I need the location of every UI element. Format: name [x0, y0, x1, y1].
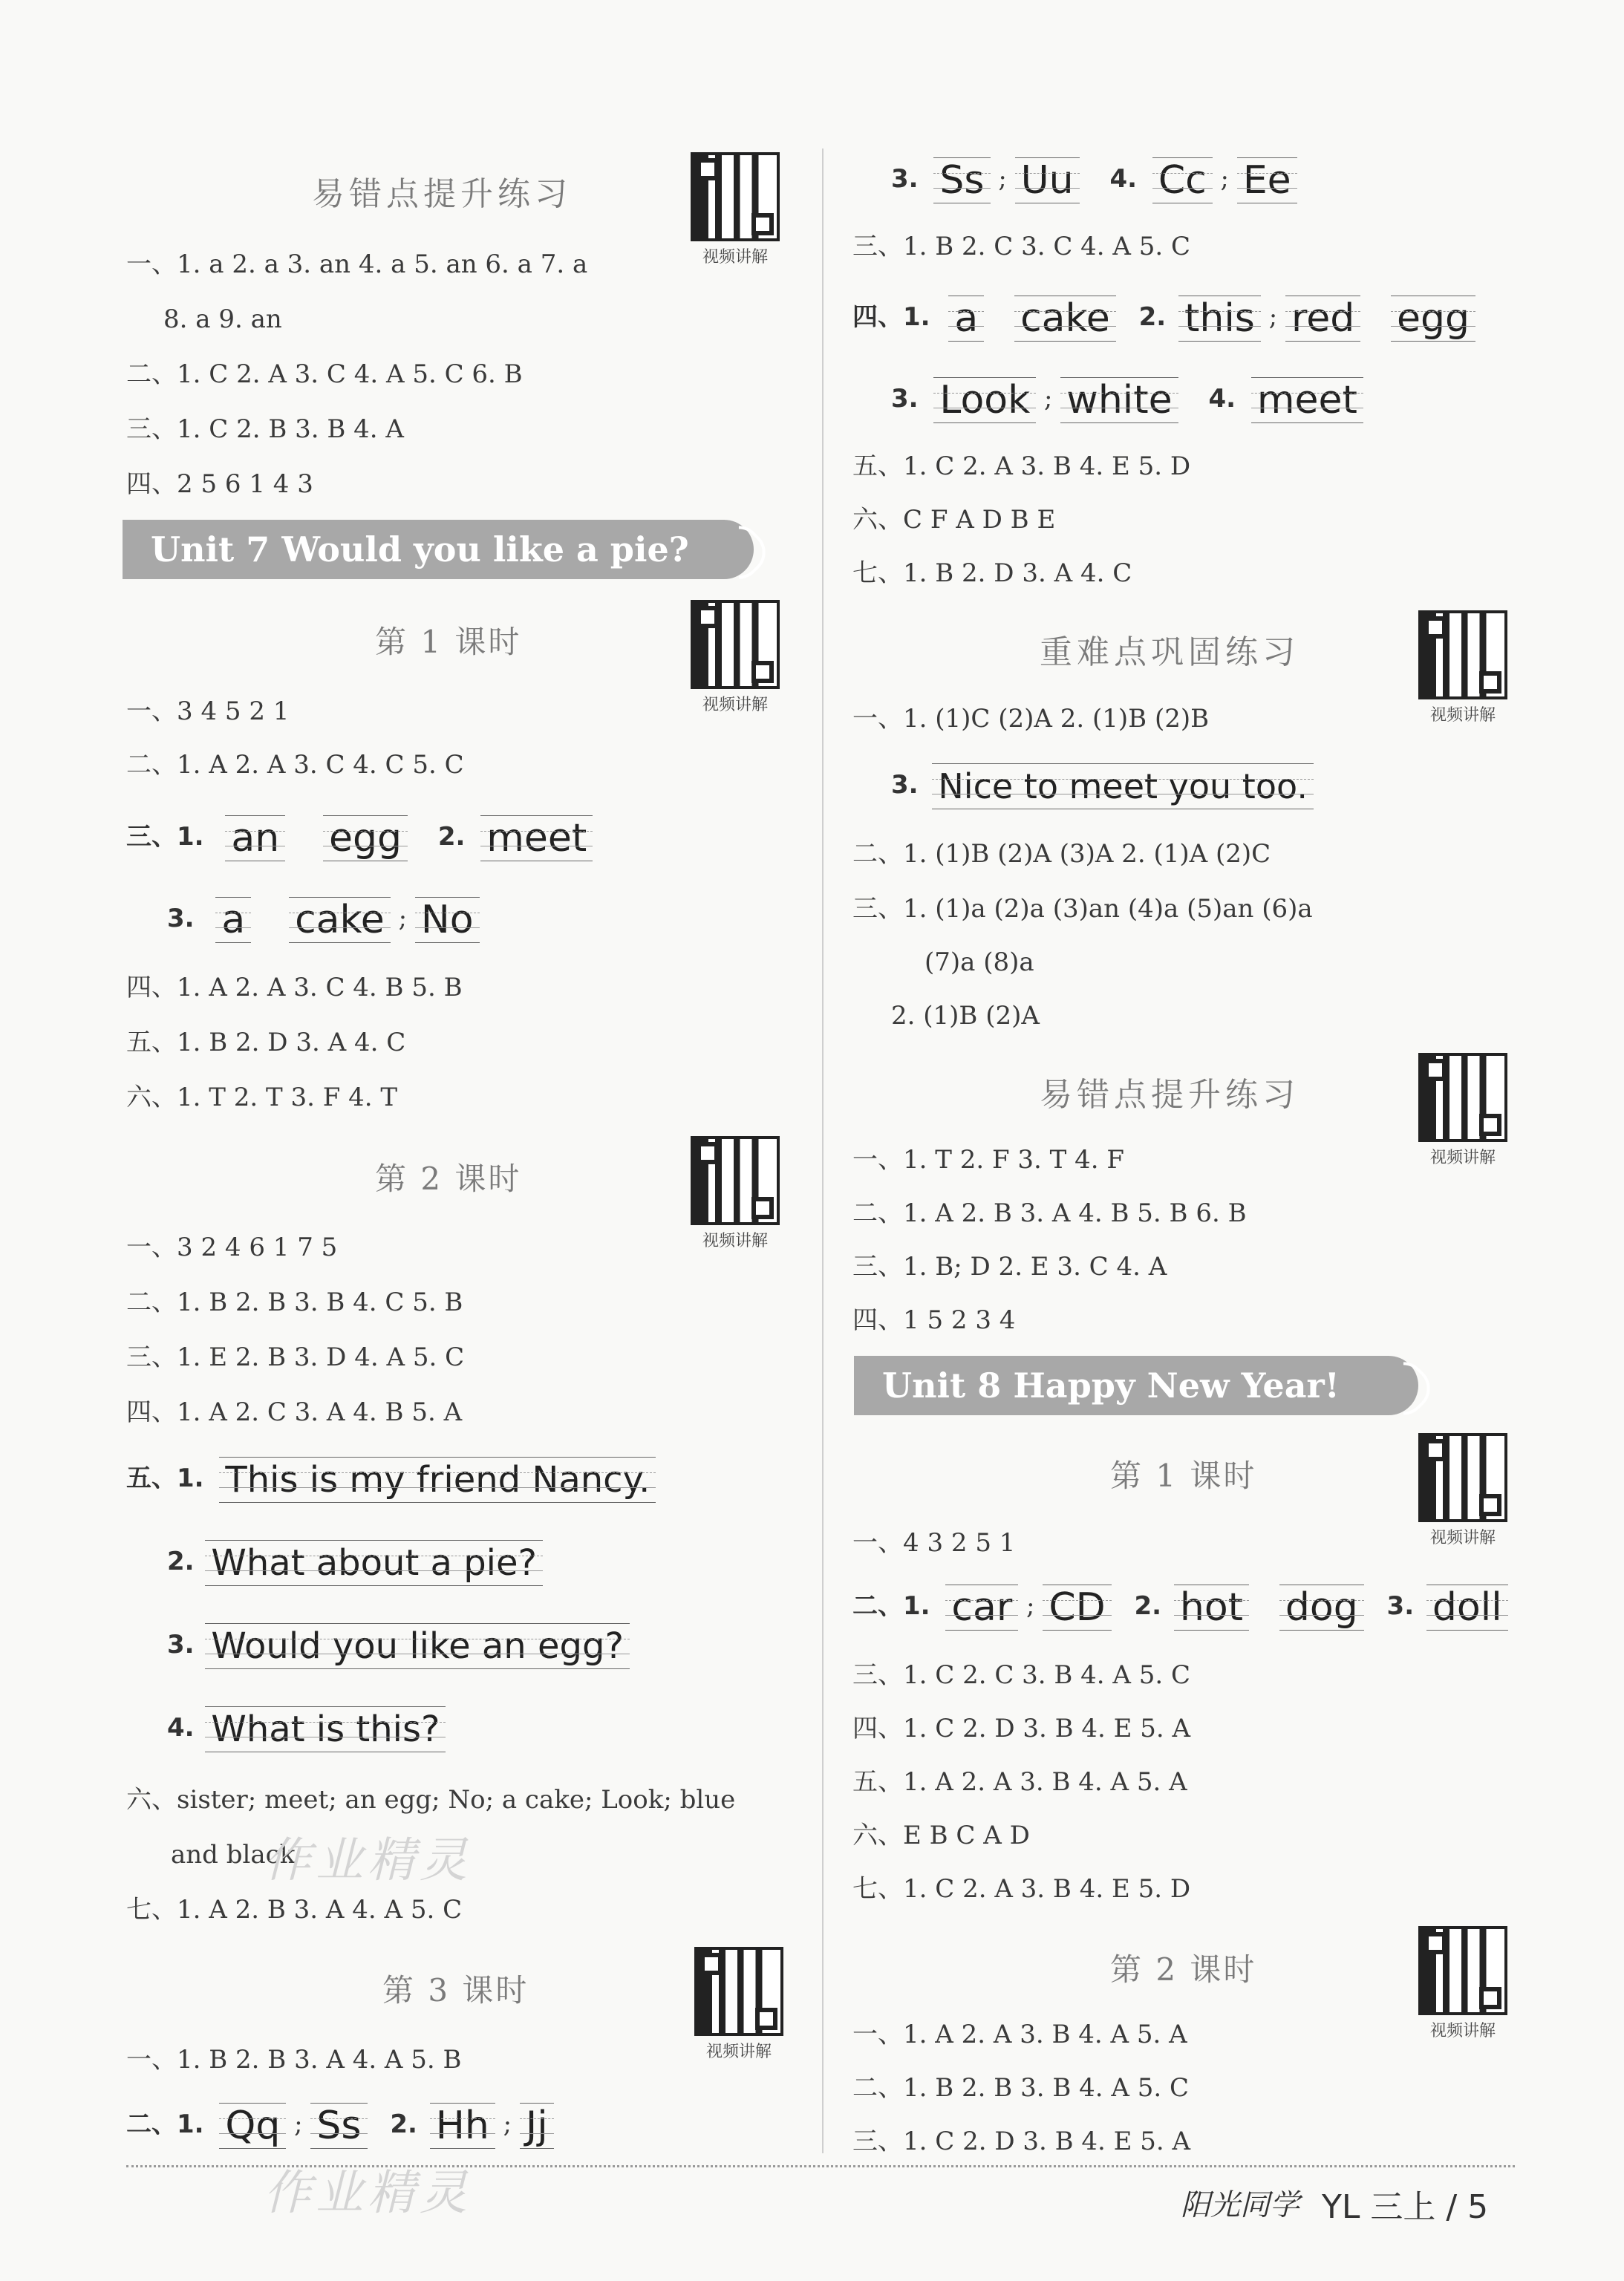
item-label: 二、1. — [852, 1591, 930, 1621]
qr-caption: 视频讲解 — [1429, 1149, 1496, 1167]
answer-line: 8. a 9. an — [163, 304, 282, 334]
separator: ; — [998, 164, 1007, 194]
answer-line: 四、1 5 2 3 4 — [852, 1305, 1016, 1335]
answer-line: 三、1. (1)a (2)a (3)an (4)a (5)an (6)a — [852, 894, 1313, 924]
handwriting-row — [167, 1622, 630, 1669]
answer-line: 七、1. C 2. A 3. B 4. E 5. D — [852, 1874, 1191, 1904]
answer-line: 二、1. B 2. B 3. B 4. C 5. B — [126, 1288, 463, 1317]
qr-code[interactable] — [1418, 1433, 1507, 1548]
answer-line: 三、1. C 2. C 3. B 4. A 5. C — [852, 1660, 1191, 1690]
lesson-title: 第 1 课时 — [1110, 1458, 1257, 1494]
unit-banner: Unit 7 Would you like a pie? — [123, 520, 754, 579]
handwritten-answer: this — [1178, 296, 1261, 342]
item-label: 3. — [1386, 1591, 1415, 1621]
answer-line: 七、1. B 2. D 3. A 4. C — [852, 558, 1132, 588]
handwriting-row — [126, 814, 593, 861]
handwritten-answer: Qq — [219, 2103, 286, 2149]
answer-line: 三、1. B 2. C 3. C 4. A 5. C — [852, 232, 1191, 261]
answer-line: (7)a (8)a — [924, 947, 1034, 977]
answer-line: 一、3 2 4 6 1 7 5 — [126, 1233, 338, 1262]
lesson-title: 第 2 课时 — [375, 1161, 522, 1197]
section-title: 易错点提升练习 — [1040, 1076, 1299, 1114]
qr-code[interactable] — [691, 1136, 780, 1251]
handwritten-answer: No — [415, 897, 480, 943]
brand-logo: 阳光同学 — [1181, 2188, 1299, 2222]
answer-line: 三、1. E 2. B 3. D 4. A 5. C — [126, 1342, 465, 1372]
qr-icon — [694, 1947, 783, 2036]
separator: ; — [503, 2109, 512, 2139]
qr-icon — [1418, 1433, 1507, 1522]
handwriting-row — [891, 156, 1297, 203]
footer-rule — [126, 2165, 1515, 2167]
qr-icon — [1418, 1926, 1507, 2015]
qr-caption: 视频讲解 — [1429, 706, 1496, 725]
answer-line: 三、1. B; D 2. E 3. C 4. A — [852, 1252, 1167, 1282]
handwritten-answer: CD — [1043, 1585, 1111, 1631]
qr-caption: 视频讲解 — [702, 248, 768, 267]
item-label: 3. — [167, 1630, 195, 1660]
answer-line: 六、E B C A D — [852, 1821, 1030, 1850]
item-label: 4. — [1208, 384, 1236, 414]
separator: ; — [1220, 164, 1230, 194]
item-label: 三、1. — [126, 822, 204, 852]
answer-line: 二、1. (1)B (2)A (3)A 2. (1)A (2)C — [852, 839, 1271, 869]
qr-code[interactable] — [691, 600, 780, 715]
handwritten-answer: egg — [1391, 296, 1475, 342]
qr-icon — [691, 152, 780, 241]
page-info: YL 三上 / 5 — [1322, 2188, 1489, 2226]
item-label: 3. — [891, 770, 919, 800]
lesson-title: 第 3 课时 — [382, 1972, 529, 2008]
handwritten-answer: Hh — [430, 2103, 495, 2149]
qr-caption: 视频讲解 — [705, 2043, 772, 2061]
section-title: 易错点提升练习 — [312, 175, 572, 213]
handwritten-answer: Ee — [1237, 157, 1297, 203]
qr-caption: 视频讲解 — [702, 696, 768, 714]
qr-icon — [1418, 610, 1507, 699]
qr-icon — [691, 1136, 780, 1225]
answer-line: 六、sister; meet; an egg; No; a cake; Look; blue — [126, 1785, 736, 1815]
item-label: 四、1. — [852, 302, 930, 332]
answer-line: 三、1. C 2. D 3. B 4. E 5. A — [852, 2127, 1191, 2156]
answer-line: 五、1. C 2. A 3. B 4. E 5. D — [852, 451, 1191, 481]
answer-line: 六、C F A D B E — [852, 505, 1056, 535]
handwritten-answer: red — [1285, 296, 1360, 342]
qr-code[interactable] — [694, 1947, 783, 2062]
answer-line: 一、1. T 2. F 3. T 4. F — [852, 1145, 1124, 1175]
handwritten-answer: Cc — [1152, 157, 1213, 203]
handwritten-answer: Ss — [310, 2103, 367, 2149]
handwritten-answer: What is this? — [205, 1706, 446, 1752]
handwritten-answer: This is my friend Nancy. — [219, 1457, 656, 1503]
handwritten-answer: cake — [289, 897, 391, 943]
answer-line: 三、1. C 2. B 3. B 4. A — [126, 414, 404, 444]
handwriting-row — [891, 762, 1314, 809]
handwritten-answer: hot — [1174, 1585, 1249, 1631]
separator: ; — [1026, 1591, 1035, 1621]
answer-line: 一、1. A 2. A 3. B 4. A 5. A — [852, 2020, 1187, 2049]
handwritten-answer: a — [948, 296, 984, 342]
answer-line: 五、1. A 2. A 3. B 4. A 5. A — [852, 1767, 1187, 1797]
handwritten-answer: Jj — [520, 2103, 554, 2149]
answer-line: 二、1. B 2. B 3. B 4. A 5. C — [852, 2073, 1189, 2103]
handwriting-row — [167, 1538, 543, 1586]
item-label: 二、1. — [126, 2109, 204, 2139]
handwriting-row — [852, 1583, 1508, 1631]
handwritten-answer: cake — [1014, 296, 1116, 342]
answer-line: 四、2 5 6 1 4 3 — [126, 469, 313, 499]
answer-line: 一、1. B 2. B 3. A 4. A 5. B — [126, 2045, 462, 2075]
handwritten-answer: What about a pie? — [205, 1540, 543, 1586]
handwriting-row — [167, 1705, 446, 1752]
item-label: 3. — [167, 904, 195, 933]
handwritten-answer: a — [215, 897, 251, 943]
answer-line: 2. (1)B (2)A — [891, 1001, 1040, 1031]
handwritten-answer: dog — [1279, 1585, 1364, 1631]
handwritten-answer: Look — [933, 377, 1036, 423]
handwriting-row — [167, 895, 480, 943]
answer-line: 二、1. A 2. A 3. C 4. C 5. C — [126, 750, 464, 780]
qr-caption: 视频讲解 — [1429, 2022, 1496, 2040]
answer-line: and black — [171, 1840, 296, 1870]
item-label: 3. — [891, 164, 919, 194]
separator: ; — [294, 2109, 303, 2139]
item-label: 五、1. — [126, 1463, 204, 1493]
handwritten-answer: meet — [480, 815, 593, 861]
qr-code[interactable] — [691, 152, 780, 267]
separator: ; — [398, 904, 408, 933]
lesson-title: 第 2 课时 — [1110, 1951, 1257, 1988]
handwritten-answer: car — [945, 1585, 1018, 1631]
handwritten-answer: white — [1060, 377, 1178, 423]
answer-line: 四、1. A 2. A 3. C 4. B 5. B — [126, 973, 463, 1002]
qr-code[interactable] — [1418, 610, 1507, 725]
item-label: 3. — [891, 384, 919, 414]
handwritten-answer: doll — [1426, 1585, 1508, 1631]
answer-line: 六、1. T 2. T 3. F 4. T — [126, 1083, 398, 1112]
item-label: 2. — [390, 2109, 417, 2139]
handwritten-answer: Would you like an egg? — [205, 1623, 630, 1669]
qr-icon — [691, 600, 780, 689]
handwritten-answer: Nice to meet you too. — [932, 763, 1314, 809]
answer-line: 一、3 4 5 2 1 — [126, 696, 290, 726]
handwritten-answer: Ss — [933, 157, 990, 203]
answer-line: 二、1. C 2. A 3. C 4. A 5. C 6. B — [126, 359, 523, 389]
answer-line: 四、1. C 2. D 3. B 4. E 5. A — [852, 1714, 1191, 1743]
qr-caption: 视频讲解 — [1429, 1529, 1496, 1547]
unit-banner: Unit 8 Happy New Year! — [854, 1356, 1418, 1415]
qr-caption: 视频讲解 — [702, 1232, 768, 1250]
section-title: 重难点巩固练习 — [1040, 633, 1299, 671]
answer-line: 五、1. B 2. D 3. A 4. C — [126, 1028, 406, 1057]
item-label: 2. — [1138, 302, 1167, 332]
handwritten-answer: Uu — [1015, 157, 1080, 203]
handwriting-row — [891, 376, 1363, 423]
qr-code[interactable] — [1418, 1926, 1507, 2041]
handwritten-answer: meet — [1251, 377, 1363, 423]
column-divider — [822, 149, 824, 2153]
answer-line: 一、1. a 2. a 3. an 4. a 5. an 6. a 7. a — [126, 249, 588, 279]
qr-code[interactable] — [1418, 1053, 1507, 1168]
lesson-title: 第 1 课时 — [375, 624, 522, 660]
answer-line: 七、1. A 2. B 3. A 4. A 5. C — [126, 1895, 463, 1925]
qr-icon — [1418, 1053, 1507, 1142]
item-label: 2. — [1134, 1591, 1162, 1621]
handwriting-row — [126, 1455, 656, 1503]
item-label: 4. — [1109, 164, 1138, 194]
handwritten-answer: egg — [323, 815, 408, 861]
handwriting-row — [126, 2101, 554, 2149]
handwriting-row — [852, 294, 1475, 342]
handwritten-answer: an — [225, 815, 285, 861]
watermark: 作业精灵 — [264, 1833, 472, 1888]
answer-line: 一、4 3 2 5 1 — [852, 1528, 1016, 1558]
separator: ; — [1268, 302, 1278, 332]
watermark: 作业精灵 — [264, 2166, 472, 2221]
item-label: 4. — [167, 1713, 195, 1743]
answer-line: 二、1. A 2. B 3. A 4. B 5. B 6. B — [852, 1198, 1247, 1228]
separator: ; — [1044, 384, 1053, 414]
answer-line: 一、1. (1)C (2)A 2. (1)B (2)B — [852, 704, 1210, 734]
item-label: 2. — [167, 1547, 195, 1576]
item-label: 2. — [437, 822, 466, 852]
answer-line: 四、1. A 2. C 3. A 4. B 5. A — [126, 1397, 463, 1427]
